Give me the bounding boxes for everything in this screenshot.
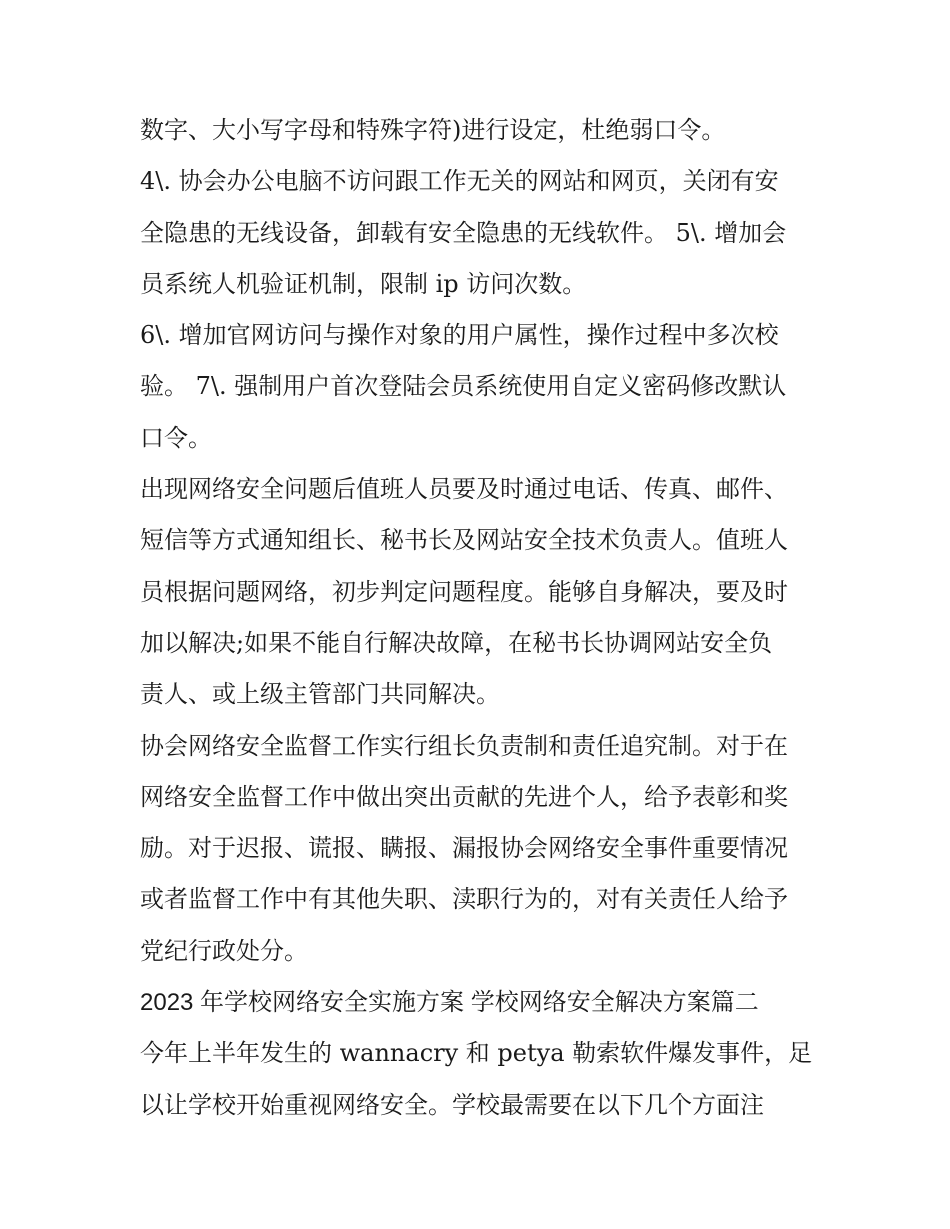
body-line-3: 全隐患的无线设备，卸载有安全隐患的无线软件。 5\. 增加会 <box>140 218 787 247</box>
document-body <box>140 105 820 1131</box>
section-title: 2023 年学校网络安全实施方案 学校网络安全解决方案篇二 <box>140 989 759 1017</box>
body-line-4: 员系统人机验证机制，限制 ip 访问次数。 <box>140 269 587 298</box>
body-line-8: 出现网络安全问题后值班人员要及时通过电话、传真、邮件、 <box>140 475 788 504</box>
body-line-11: 加以解决;如果不能自行解决故障，在秘书长协调网站安全负 <box>140 628 773 657</box>
body-line-12: 责人、或上级主管部门共同解决。 <box>140 680 500 709</box>
body-line-2: 4\. 协会办公电脑不访问跟工作无关的网站和网页，关闭有安 <box>140 167 779 196</box>
body-line-6: 验。 7\. 强制用户首次登陆会员系统使用自定义密码修改默认 <box>140 372 787 401</box>
body-line-5: 6\. 增加官网访问与操作对象的用户属性，操作过程中多次校 <box>140 321 779 350</box>
body-line-7: 口令。 <box>140 423 212 452</box>
body-line-16: 或者监督工作中有其他失职、渎职行为的，对有关责任人给予 <box>140 885 788 914</box>
body-line-17: 党纪行政处分。 <box>140 936 308 965</box>
body-line-1: 数字、大小写字母和特殊字符)进行设定，杜绝弱口令。 <box>140 116 726 144</box>
section-line-2: 以让学校开始重视网络安全。学校最需要在以下几个方面注 <box>140 1090 764 1119</box>
body-line-13: 协会网络安全监督工作实行组长负责制和责任追究制。对于在 <box>140 731 788 760</box>
body-line-9: 短信等方式通知组长、秘书长及网站安全技术负责人。值班人 <box>140 526 788 555</box>
body-line-10: 员根据问题网络，初步判定问题程度。能够自身解决，要及时 <box>140 577 788 606</box>
body-line-15: 励。对于迟报、谎报、瞒报、漏报协会网络安全事件重要情况 <box>140 834 788 863</box>
body-line-14: 网络安全监督工作中做出突出贡献的先进个人，给予表彰和奖 <box>140 782 788 811</box>
section-line-1: 今年上半年发生的 wannacry 和 petya 勒索软件爆发事件，足 <box>140 1039 813 1068</box>
